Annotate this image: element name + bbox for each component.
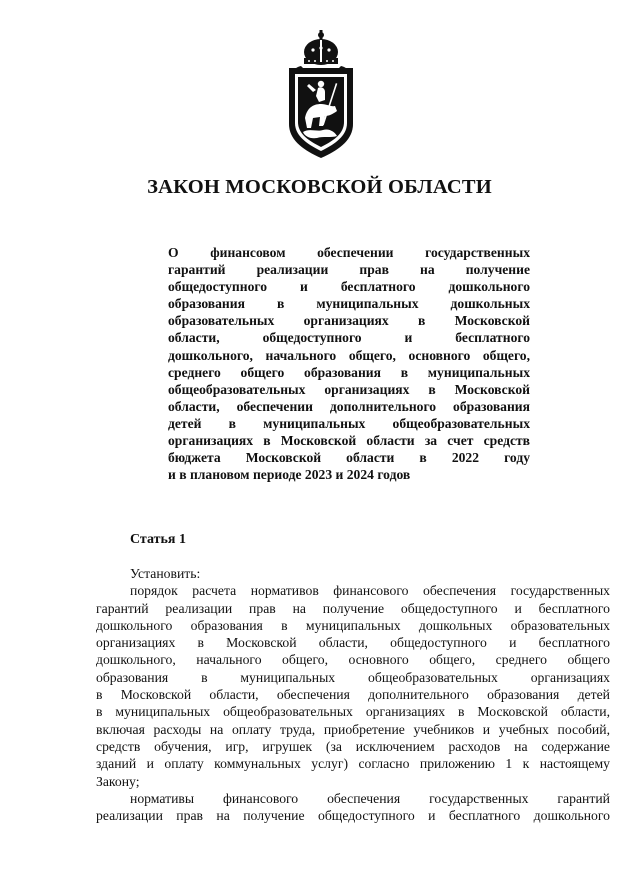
article-heading: Статья 1 (130, 532, 186, 547)
body-line: в Московской области, обеспечения дополнительного образования детей (96, 687, 610, 703)
body-line: в муниципальных общеобразовательных организациях в Московской области, (96, 704, 610, 720)
subject-line: бюджета Московской области в 2022 году (168, 450, 530, 466)
subject-line: организациях в Московской области за счет средств (168, 433, 530, 449)
subject-line: О финансовом обеспечении государственных (168, 245, 530, 260)
body-line: реализации прав на получение общедоступного и бесплатного дошкольного (96, 808, 610, 824)
body-line: образования в муниципальных общеобразовательных организациях (96, 669, 610, 685)
subject-line: общедоступного и бесплатного дошкольного (168, 279, 530, 295)
subject-line: гарантий реализации прав на получение (168, 262, 530, 278)
body-line: Установить: (130, 566, 201, 581)
subject-line: детей в муниципальных общеобразовательных (168, 415, 530, 431)
article-body (96, 565, 610, 824)
subject-line: общеобразовательных организациях в Московской (168, 381, 530, 397)
body-line: нормативы финансового обеспечения государственных гарантий (130, 790, 610, 806)
body-line: включая расходы на оплату труда, приобретение учебников и учебных пособий, (96, 721, 610, 737)
body-line: дошкольного, начального общего, основного общего, среднего общего (96, 652, 610, 668)
body-line: гарантий реализации прав на получение общедоступного и бесплатного (96, 600, 610, 616)
body-line: Закону; (96, 773, 140, 789)
body-line: средств обучения, игр, игрушек (за исключением расходов на содержание (96, 738, 610, 754)
subject-line: области, обеспечении дополнительного образования (168, 398, 530, 414)
body-line: дошкольного образования в муниципальных дошкольных образовательных (96, 617, 610, 633)
body-line: порядок расчета нормативов финансового обеспечения государственных (130, 583, 610, 599)
body-line: организациях в Московской области, общедоступного и бесплатного (96, 635, 610, 651)
coat-of-arms-icon (283, 28, 359, 160)
subject-line: дошкольного, начального общего, основного общего, (168, 347, 530, 363)
subject-line: и в плановом периоде 2023 и 2024 годов (168, 467, 411, 483)
body-line: зданий и оплату коммунальных услуг) согласно приложению 1 к настоящему (96, 756, 610, 772)
subject-line: образовательных организациях в Московской (168, 313, 530, 329)
subject-line: среднего общего образования в муниципальных (168, 364, 530, 380)
law-subject (168, 244, 530, 483)
subject-line: образования в муниципальных дошкольных (168, 296, 530, 312)
law-title: ЗАКОН МОСКОВСКОЙ ОБЛАСТИ (147, 176, 492, 198)
subject-line: области, общедоступного и бесплатного (168, 330, 530, 346)
